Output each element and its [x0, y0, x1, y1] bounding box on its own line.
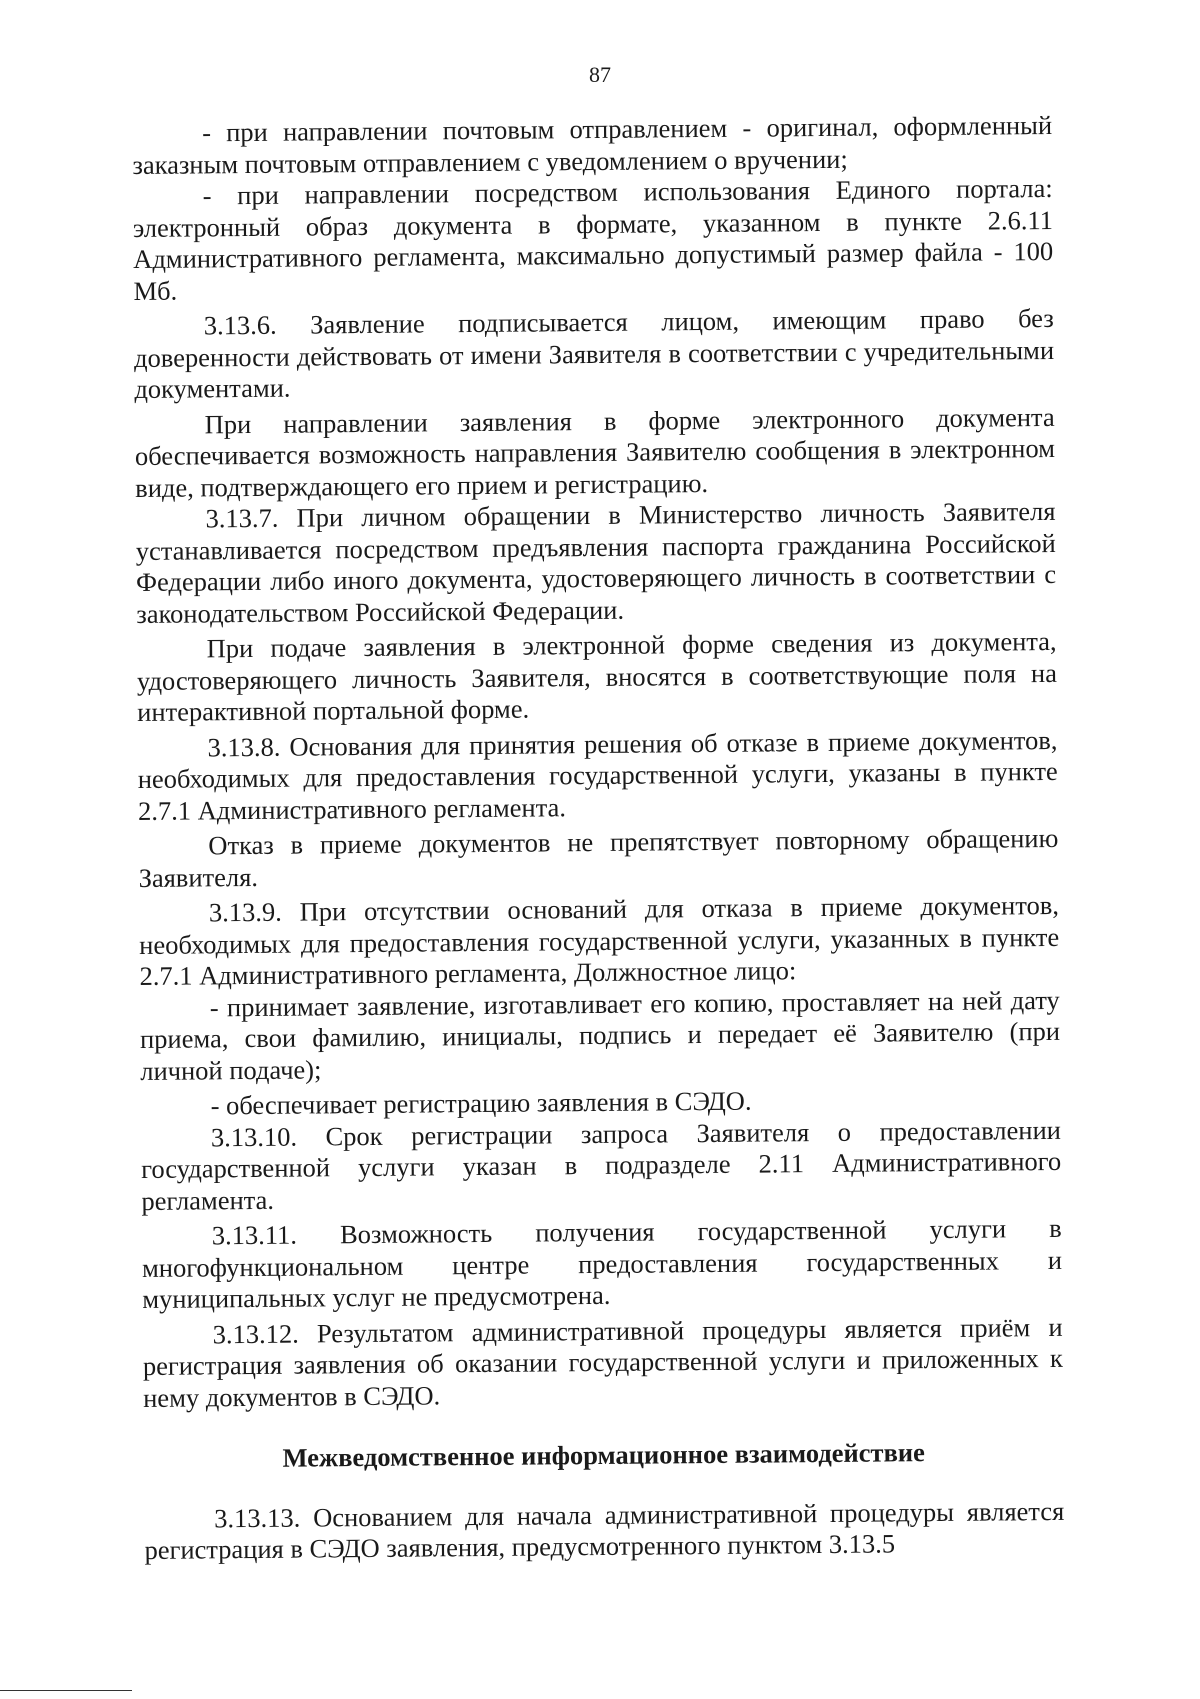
- paragraph: 3.13.7. При личном обращении в Министерство личность Заявителя устанавливается посредством предъявления паспорта гражданина Российской Федерации либо иного документа, удостоверяющего личность в соответствии с законодательством Российской Федерации.: [135, 495, 1057, 629]
- paragraph: 3.13.6. Заявление подписывается лицом, имеющим право без доверенности действовать от имени Заявителя в соответствии с учредительными документами.: [133, 302, 1055, 404]
- section-heading: Межведомственное информационное взаимодействие: [282, 1437, 925, 1473]
- paragraph: При подаче заявления в электронной форме сведения из документа, удостоверяющего личность Заявителя, вносятся в соответствующие поля на интерактивной портальной форме.: [136, 625, 1058, 727]
- paragraph: - принимает заявление, изготавливает его копию, проставляет на ней дату приема, свои фамилию, инициалы, подпись и передает её Заявителю (при личной подаче);: [139, 984, 1061, 1086]
- paragraph: 3.13.11. Возможность получения государственной услуги в многофункциональном центре предоставления государственных и муниципальных услуг не предусмотрена.: [141, 1212, 1063, 1314]
- paragraph: 3.13.12. Результатом административной процедуры является приём и регистрация заявления об оказании государственной услуги и приложенных к нему документов в СЭДО.: [142, 1311, 1063, 1413]
- paragraph: 3.13.9. При отсутствии оснований для отказа в приеме документов, необходимых для предоставления государственной услуги, указанных в пункте 2.7.1 Административного регламента, Должностное лицо:: [139, 889, 1060, 991]
- paragraph: - при направлении почтовым отправлением - оригинал, оформленный заказным почтовым отправлением с уведомлением о вручении;: [132, 109, 1053, 180]
- paragraph: - при направлении посредством использования Единого портала: электронный образ документа в формате, указанном в пункте 2.6.11 Административного регламента, максимально допустимый размер файла - 100 Мб.: [132, 172, 1054, 306]
- page-number: 87: [589, 62, 611, 87]
- document-body: [132, 110, 1065, 1566]
- footnote-divider: [0, 1690, 132, 1691]
- paragraph: Отказ в приеме документов не препятствует повторному обращению Заявителя.: [138, 822, 1059, 893]
- paragraph: 3.13.13. Основанием для начала административной процедуры является регистрация в СЭДО заявления, предусмотренного пунктом 3.13.5: [144, 1495, 1065, 1565]
- paragraph: 3.13.8. Основания для принятия решения об отказе в приеме документов, необходимых для предоставления государственной услуги, указаны в пункте 2.7.1 Административного регламента.: [137, 724, 1058, 826]
- paragraph: - обеспечивает регистрацию заявления в СЭДО.: [210, 1085, 752, 1121]
- paragraph: 3.13.10. Срок регистрации запроса Заявителя о предоставлении государственной услуги указан в подразделе 2.11 Административного регламента.: [141, 1114, 1062, 1216]
- paragraph: При направлении заявления в форме электронного документа обеспечивается возможность направления Заявителю сообщения в электронном виде, подтверждающего его прием и регистрацию.: [134, 401, 1056, 503]
